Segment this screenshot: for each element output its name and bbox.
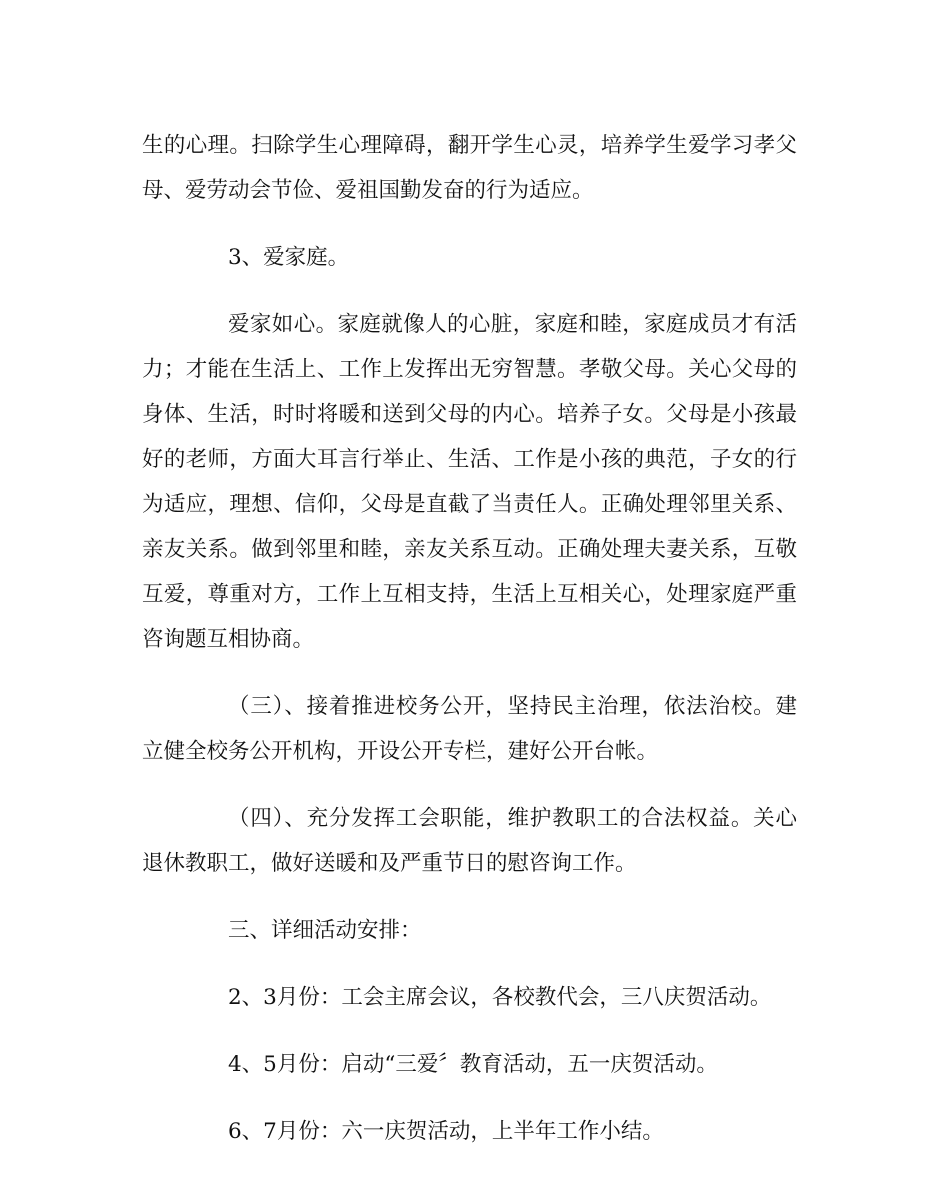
paragraph-item-four: （四）、充分发挥工会职能，维护教职工的合法权益。关心退休教职工，做好送暖和及严重节日的慰咨询工作。 (142, 806, 797, 876)
paragraph-item-three: （三）、接着推进校务公开，坚持民主治理，依法治校。建立健全校务公开机构，开设公开专栏，建好公开台帐。 (142, 694, 797, 764)
schedule-item-apr-may: 4、5月份：启动“三爱〞教育活动，五一庆贺活动。 (228, 1052, 718, 1077)
heading-love-family: 3、爱家庭。 (228, 245, 350, 270)
schedule-item-jun-jul: 6、7月份：六一庆贺活动，上半年工作小结。 (228, 1119, 664, 1144)
paragraph-psychology-continuation: 生的心理。扫除学生心理障碍，翻开学生心灵，培养学生爱学习孝父母、爱劳动会节俭、爱祖国勤发奋的行为适应。 (142, 133, 797, 203)
schedule-item-feb-mar: 2、3月份：工会主席会议，各校教代会，三八庆贺活动。 (228, 985, 772, 1010)
document-body (142, 123, 797, 1154)
heading-activity-schedule: 三、详细活动安排： (228, 918, 422, 943)
paragraph-love-family: 爱家如心。家庭就像人的心脏，家庭和睦，家庭成员才有活力；才能在生活上、工作上发挥出无穷智慧。孝敬父母。关心父母的身体、生活，时时将暖和送到父母的内心。培养子女。父母是小孩最好的老师，方面大耳言行举止、生活、工作是小孩的典范，子女的行为适应，理想、信仰，父母是直截了当责任人。正确处理邻里关系、亲友关系。做到邻里和睦，亲友关系互动。正确处理夫妻关系，互敬互爱，尊重对方，工作上互相支持，生活上互相关心，处理家庭严重咨询题互相协商。 (142, 312, 797, 652)
